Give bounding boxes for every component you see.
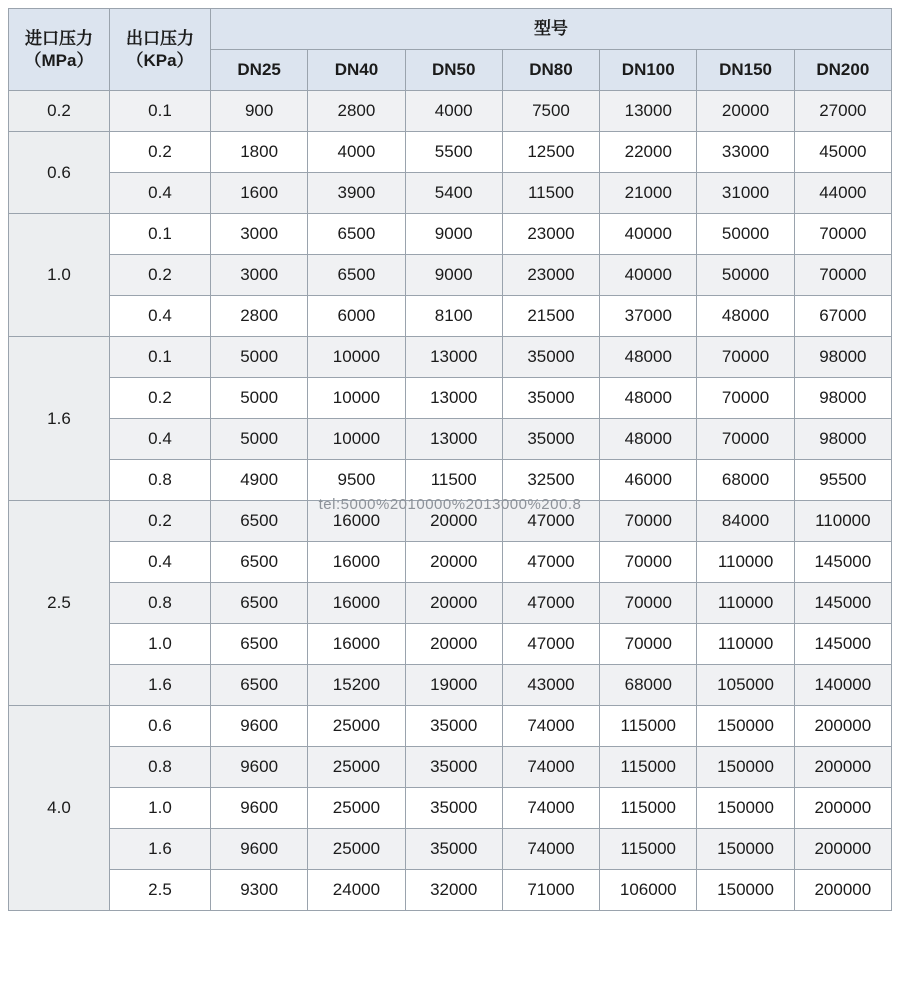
cell-flow-dn100: 46000 [600,460,697,501]
cell-flow-dn150: 84000 [697,501,794,542]
cell-flow-dn150: 70000 [697,378,794,419]
cell-flow-dn200: 70000 [794,214,891,255]
header-model-dn25: DN25 [211,50,308,91]
table-row [9,501,892,542]
cell-flow-dn40: 16000 [308,583,405,624]
cell-flow-dn200: 45000 [794,132,891,173]
cell-flow-dn40: 25000 [308,788,405,829]
cell-flow-dn50: 8100 [405,296,502,337]
cell-flow-dn150: 150000 [697,829,794,870]
table-row [9,91,892,132]
cell-outlet-pressure: 0.1 [110,214,211,255]
cell-flow-dn150: 150000 [697,706,794,747]
cell-flow-dn100: 115000 [600,747,697,788]
cell-flow-dn25: 9600 [211,829,308,870]
cell-flow-dn150: 50000 [697,255,794,296]
header-model-dn80: DN80 [502,50,599,91]
cell-flow-dn50: 9000 [405,255,502,296]
cell-flow-dn40: 6000 [308,296,405,337]
cell-flow-dn150: 20000 [697,91,794,132]
cell-flow-dn25: 9600 [211,706,308,747]
cell-outlet-pressure: 0.6 [110,706,211,747]
cell-outlet-pressure: 0.2 [110,132,211,173]
table-row [9,337,892,378]
cell-flow-dn25: 900 [211,91,308,132]
cell-outlet-pressure: 1.6 [110,665,211,706]
cell-flow-dn50: 13000 [405,378,502,419]
cell-flow-dn80: 7500 [502,91,599,132]
table-row [9,870,892,911]
cell-flow-dn100: 70000 [600,583,697,624]
cell-flow-dn150: 68000 [697,460,794,501]
cell-flow-dn100: 115000 [600,706,697,747]
cell-flow-dn200: 27000 [794,91,891,132]
table-row [9,583,892,624]
cell-outlet-pressure: 0.4 [110,419,211,460]
cell-outlet-pressure: 0.1 [110,337,211,378]
cell-flow-dn40: 25000 [308,706,405,747]
watermark-text: tel:5000%2010000%2013000%200.8 [318,496,582,513]
table-row [9,829,892,870]
header-model-dn100: DN100 [600,50,697,91]
cell-flow-dn200: 44000 [794,173,891,214]
cell-flow-dn40: 10000 [308,378,405,419]
cell-flow-dn80: 47000 [502,542,599,583]
cell-flow-dn80: 47000 [502,624,599,665]
header-outlet-pressure-line1: 出口压力 [126,29,194,49]
cell-flow-dn40: 10000 [308,337,405,378]
header-model-dn50: DN50 [405,50,502,91]
cell-flow-dn150: 50000 [697,214,794,255]
table-row [9,747,892,788]
cell-flow-dn80: 74000 [502,706,599,747]
cell-flow-dn150: 70000 [697,419,794,460]
table-row [9,665,892,706]
cell-flow-dn25: 3000 [211,255,308,296]
cell-flow-dn25: 5000 [211,378,308,419]
cell-flow-dn40: 10000 [308,419,405,460]
cell-flow-dn25: 4900 [211,460,308,501]
cell-flow-dn80: 74000 [502,788,599,829]
header-inlet-pressure-line1: 进口压力 [25,29,93,49]
cell-flow-dn50: 9000 [405,214,502,255]
cell-flow-dn200: 67000 [794,296,891,337]
cell-flow-dn150: 150000 [697,747,794,788]
cell-flow-dn50: 20000 [405,501,502,542]
cell-flow-dn40: 24000 [308,870,405,911]
cell-flow-dn100: 48000 [600,419,697,460]
cell-flow-dn100: 13000 [600,91,697,132]
cell-inlet-pressure: 0.2 [9,91,110,132]
cell-flow-dn100: 48000 [600,378,697,419]
cell-outlet-pressure: 0.8 [110,460,211,501]
cell-inlet-pressure: 1.6 [9,337,110,501]
cell-flow-dn200: 98000 [794,378,891,419]
cell-flow-dn80: 35000 [502,419,599,460]
cell-flow-dn200: 200000 [794,706,891,747]
cell-flow-dn50: 35000 [405,706,502,747]
cell-inlet-pressure: 4.0 [9,706,110,911]
cell-flow-dn25: 9300 [211,870,308,911]
cell-flow-dn80: 47000 [502,583,599,624]
table-body [9,91,892,911]
cell-flow-dn40: 16000 [308,624,405,665]
cell-flow-dn50: 35000 [405,829,502,870]
cell-outlet-pressure: 2.5 [110,870,211,911]
cell-flow-dn150: 110000 [697,624,794,665]
cell-flow-dn150: 105000 [697,665,794,706]
cell-flow-dn40: 16000 [308,542,405,583]
cell-flow-dn100: 22000 [600,132,697,173]
header-model-dn40: DN40 [308,50,405,91]
header-outlet-pressure [110,9,211,91]
cell-flow-dn25: 6500 [211,624,308,665]
cell-flow-dn50: 20000 [405,624,502,665]
header-model-dn200: DN200 [794,50,891,91]
cell-flow-dn50: 20000 [405,542,502,583]
cell-flow-dn80: 35000 [502,378,599,419]
cell-outlet-pressure: 0.4 [110,173,211,214]
cell-flow-dn25: 6500 [211,665,308,706]
cell-flow-dn80: 74000 [502,829,599,870]
cell-outlet-pressure: 1.0 [110,624,211,665]
cell-flow-dn40: 6500 [308,214,405,255]
cell-flow-dn40: 4000 [308,132,405,173]
cell-flow-dn40: 9500 [308,460,405,501]
cell-inlet-pressure: 0.6 [9,132,110,214]
cell-outlet-pressure: 0.2 [110,501,211,542]
cell-flow-dn100: 40000 [600,255,697,296]
cell-outlet-pressure: 0.8 [110,583,211,624]
cell-flow-dn80: 43000 [502,665,599,706]
cell-outlet-pressure: 0.4 [110,296,211,337]
cell-flow-dn40: 16000 [308,501,405,542]
cell-outlet-pressure: 0.1 [110,91,211,132]
cell-outlet-pressure: 0.4 [110,542,211,583]
header-row-1 [9,9,892,50]
cell-flow-dn200: 95500 [794,460,891,501]
cell-flow-dn100: 115000 [600,788,697,829]
cell-flow-dn150: 70000 [697,337,794,378]
cell-flow-dn200: 200000 [794,788,891,829]
cell-flow-dn25: 2800 [211,296,308,337]
cell-outlet-pressure: 1.6 [110,829,211,870]
cell-outlet-pressure: 0.2 [110,378,211,419]
cell-flow-dn100: 37000 [600,296,697,337]
header-model-group: 型号 [211,9,892,50]
cell-flow-dn25: 3000 [211,214,308,255]
cell-flow-dn200: 110000 [794,501,891,542]
cell-flow-dn80: 23000 [502,255,599,296]
cell-flow-dn40: 25000 [308,747,405,788]
table-row [9,788,892,829]
cell-inlet-pressure: 2.5 [9,501,110,706]
cell-flow-dn50: 13000 [405,337,502,378]
cell-flow-dn50: 32000 [405,870,502,911]
cell-flow-dn40: 6500 [308,255,405,296]
cell-flow-dn100: 115000 [600,829,697,870]
cell-flow-dn150: 150000 [697,870,794,911]
header-inlet-pressure-line2: （MPa） [24,50,94,70]
table-row [9,624,892,665]
cell-flow-dn50: 5500 [405,132,502,173]
table-row [9,214,892,255]
cell-flow-dn100: 21000 [600,173,697,214]
cell-flow-dn200: 70000 [794,255,891,296]
cell-flow-dn200: 145000 [794,583,891,624]
table-row [9,460,892,501]
cell-flow-dn50: 20000 [405,583,502,624]
cell-flow-dn50: 5400 [405,173,502,214]
cell-inlet-pressure: 1.0 [9,214,110,337]
cell-flow-dn50: 35000 [405,788,502,829]
cell-flow-dn80: 47000 [502,501,599,542]
table-row [9,378,892,419]
cell-flow-dn100: 40000 [600,214,697,255]
cell-flow-dn25: 9600 [211,747,308,788]
table-row [9,255,892,296]
cell-flow-dn150: 150000 [697,788,794,829]
cell-flow-dn25: 6500 [211,583,308,624]
cell-flow-dn80: 35000 [502,337,599,378]
cell-flow-dn150: 33000 [697,132,794,173]
cell-flow-dn200: 98000 [794,337,891,378]
table-row [9,419,892,460]
cell-flow-dn80: 12500 [502,132,599,173]
flow-capacity-table [8,8,892,911]
cell-flow-dn200: 145000 [794,624,891,665]
cell-flow-dn100: 106000 [600,870,697,911]
cell-flow-dn100: 70000 [600,624,697,665]
cell-flow-dn200: 98000 [794,419,891,460]
cell-flow-dn50: 19000 [405,665,502,706]
cell-flow-dn50: 11500 [405,460,502,501]
cell-flow-dn200: 140000 [794,665,891,706]
header-model-dn150: DN150 [697,50,794,91]
cell-flow-dn25: 6500 [211,501,308,542]
cell-flow-dn40: 25000 [308,829,405,870]
cell-flow-dn25: 5000 [211,419,308,460]
cell-flow-dn80: 23000 [502,214,599,255]
cell-flow-dn25: 1600 [211,173,308,214]
cell-flow-dn200: 145000 [794,542,891,583]
table-row [9,706,892,747]
cell-flow-dn100: 68000 [600,665,697,706]
cell-flow-dn200: 200000 [794,870,891,911]
cell-flow-dn80: 74000 [502,747,599,788]
table-row [9,542,892,583]
header-inlet-pressure [9,9,110,91]
cell-flow-dn150: 110000 [697,542,794,583]
cell-flow-dn25: 5000 [211,337,308,378]
table-header [9,9,892,91]
cell-flow-dn50: 35000 [405,747,502,788]
cell-flow-dn25: 1800 [211,132,308,173]
cell-flow-dn80: 71000 [502,870,599,911]
cell-flow-dn150: 31000 [697,173,794,214]
cell-outlet-pressure: 0.8 [110,747,211,788]
cell-flow-dn150: 110000 [697,583,794,624]
header-outlet-pressure-line2: （KPa） [126,50,194,70]
cell-flow-dn100: 70000 [600,542,697,583]
cell-flow-dn25: 6500 [211,542,308,583]
cell-flow-dn80: 11500 [502,173,599,214]
cell-flow-dn40: 15200 [308,665,405,706]
cell-outlet-pressure: 1.0 [110,788,211,829]
cell-flow-dn100: 70000 [600,501,697,542]
table-row [9,296,892,337]
cell-flow-dn200: 200000 [794,829,891,870]
cell-flow-dn50: 4000 [405,91,502,132]
cell-flow-dn150: 48000 [697,296,794,337]
cell-flow-dn100: 48000 [600,337,697,378]
cell-flow-dn50: 13000 [405,419,502,460]
cell-flow-dn80: 21500 [502,296,599,337]
cell-flow-dn80: 32500 [502,460,599,501]
cell-flow-dn40: 2800 [308,91,405,132]
table-row [9,173,892,214]
cell-flow-dn200: 200000 [794,747,891,788]
cell-outlet-pressure: 0.2 [110,255,211,296]
cell-flow-dn25: 9600 [211,788,308,829]
table-row [9,132,892,173]
cell-flow-dn40: 3900 [308,173,405,214]
